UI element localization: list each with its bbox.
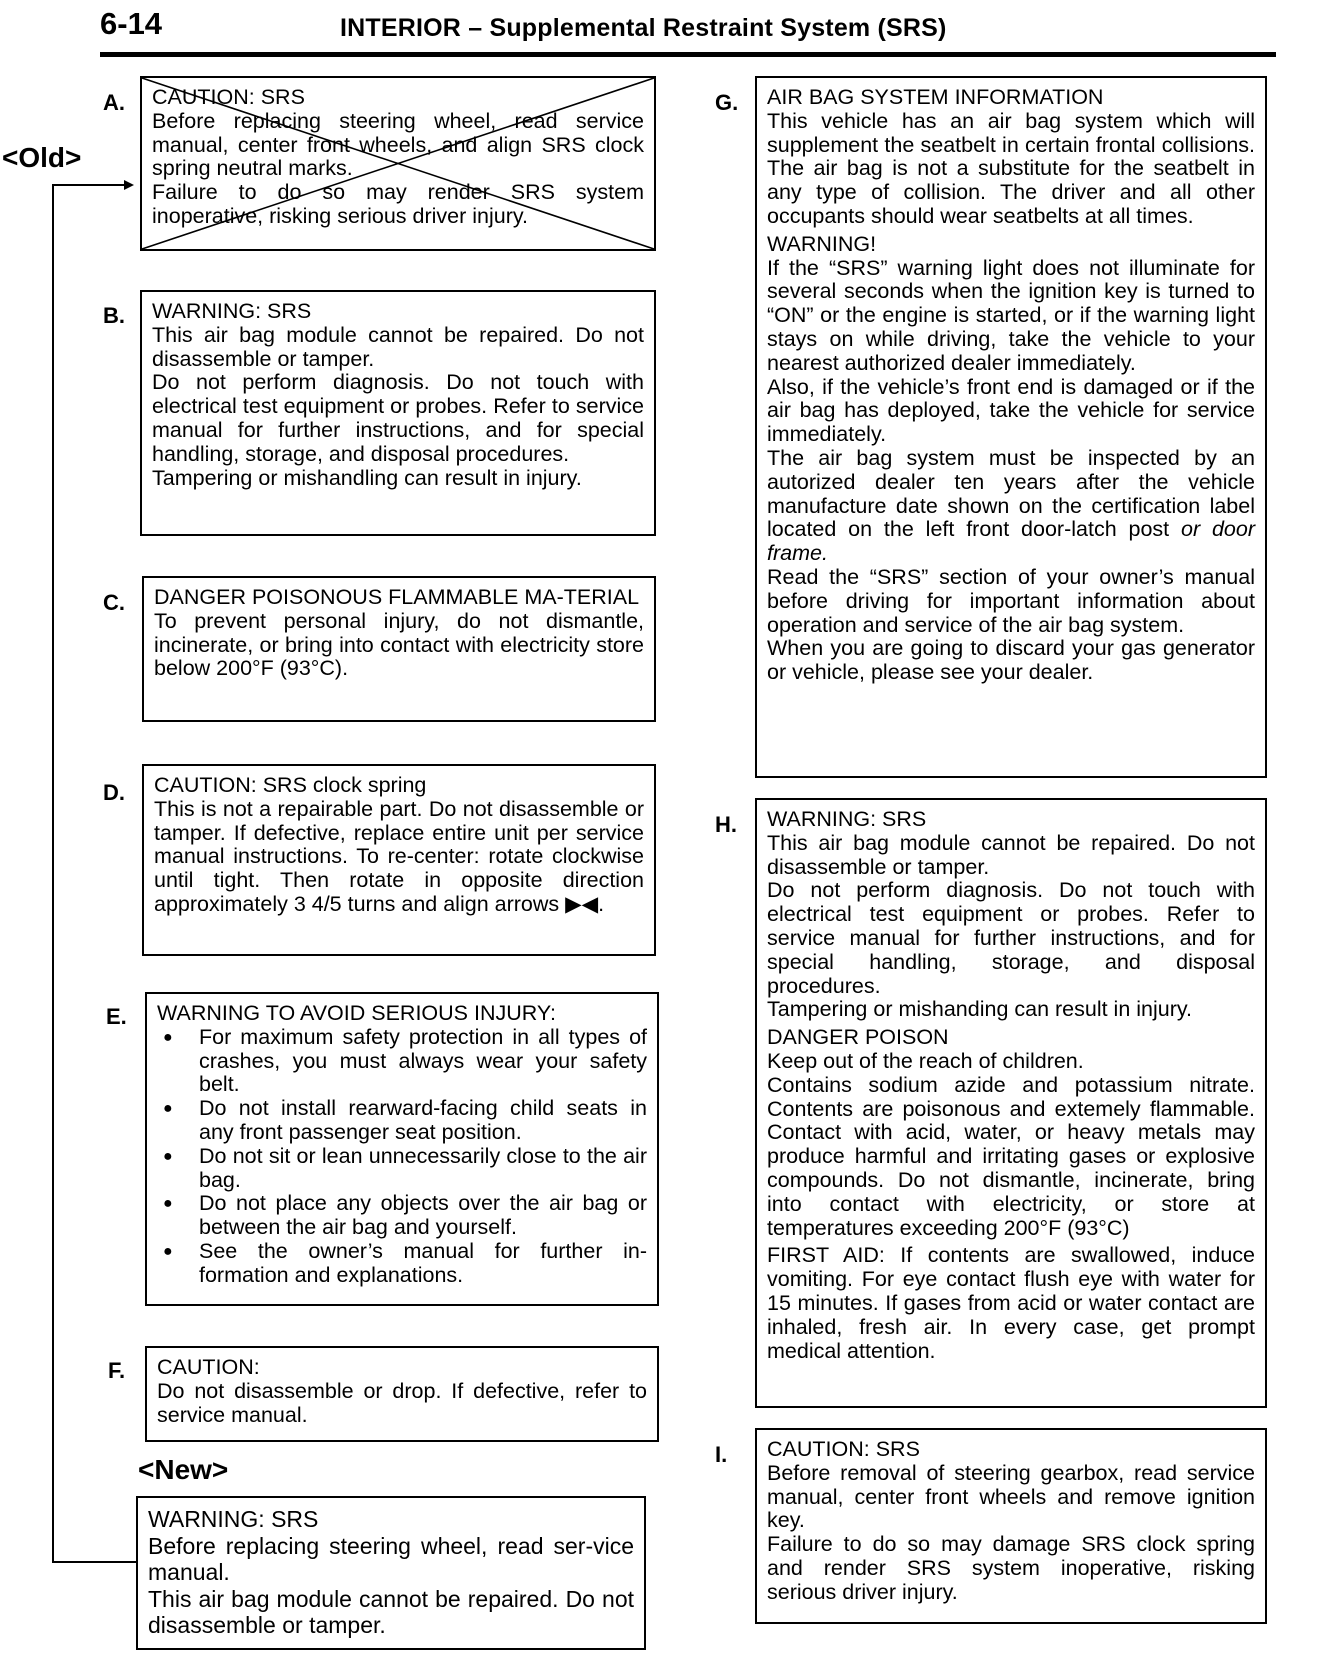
label-g-intro: This vehicle has an air bag system which will supplement the seatbelt in certain frontal collisions. The air bag is not a substitute for the seatbelt in any type of collision. The driver and all other occupants should wear seatbelts at all times. <box>767 108 1255 228</box>
label-a: A. <box>103 90 125 115</box>
label-d-line-1: This is not a repairable part. Do not disassemble or tamper. If defective, replace entire unit per service manual instructions. To re-center: rotate clockwise until tight. Then rotate in opposite direction approximately 3 4/5 turns and align arrows ▶◀. <box>154 796 644 916</box>
label-b: B. <box>103 303 125 328</box>
label-h-first-aid: FIRST AID: If contents are swallowed, induce vomiting. For eye contact flush eye with water for 15 minutes. If gases from acid or water contact are inhaled, fresh air. In every case, get prompt medical attention. <box>767 1243 1255 1363</box>
label-f: F. <box>108 1358 126 1383</box>
label-g-p1: If the “SRS” warning light does not illuminate for several seconds when the ignition key is turned to “ON” or the engine is started, or if the warning light stays on while driving, take the vehicle to your nearest authorized dealer immediately. <box>767 255 1255 375</box>
label-h-p1: This air bag module cannot be repaired. Do not disassemble or tamper. <box>767 830 1255 879</box>
label-h-title: WARNING: SRS <box>767 807 927 831</box>
new-label-box <box>136 1496 646 1650</box>
label-h-danger-title: DANGER POISON <box>767 1025 949 1050</box>
label-g-box <box>755 76 1267 778</box>
label-i-box <box>755 1428 1267 1624</box>
label-b-box <box>140 290 656 536</box>
new-tag: <New> <box>138 1454 229 1485</box>
label-g-p4: Read the “SRS” section of your owner’s manual before driving for important information about operation and service of the air bag system. <box>767 564 1255 637</box>
bullet-item: ● Do not install rearward-facing child seats in any front passenger seat position. <box>157 1097 647 1145</box>
label-g: G. <box>715 90 739 115</box>
label-h-p3: Tampering or mishanding can result in injury. <box>767 997 1193 1022</box>
label-e-box <box>145 992 659 1306</box>
new-label-title: WARNING: SRS <box>148 1506 319 1532</box>
label-i-p2: Failure to do so may damage SRS clock spring and render SRS system inoperative, risking serious driver injury. <box>767 1532 1255 1604</box>
label-h-p2: Do not perform diagnosis. Do not touch with electrical test equipment or probes. Refer to service manual for further instructions, and for special handling, storage, and disposal procedures. <box>767 878 1255 998</box>
label-e-title: WARNING TO AVOID SERIOUS INJURY: <box>157 1001 557 1025</box>
label-h-box <box>755 798 1267 1408</box>
label-c-line-1: To prevent personal injury, do not dismantle, incinerate, or bring into contact with electricity store below 200°F (93°C). <box>154 608 644 681</box>
connector-line <box>52 184 54 1563</box>
label-h: H. <box>715 812 737 837</box>
old-tag: <Old> <box>2 142 82 173</box>
bullet-item: ● See the owner’s manual for further in-formation and explanations. <box>157 1240 647 1288</box>
label-d: D. <box>103 780 125 805</box>
label-c-box <box>142 576 656 722</box>
label-a-line-1: Before replacing steering wheel, read service manual, center front wheels, and align SRS clock spring neutral marks. <box>152 108 644 181</box>
label-b-title: WARNING: SRS <box>152 299 312 323</box>
label-c: C. <box>103 590 125 615</box>
label-g-warning-title: WARNING! <box>767 231 877 256</box>
label-b-line-2: Do not perform diagnosis. Do not touch with electrical test equipment or probes. Refer to service manual for further instructions, and for special handling, storage, and disposal procedures. <box>152 370 644 466</box>
label-i-title: CAUTION: SRS <box>767 1437 920 1461</box>
label-b-line-3: Tampering or mishandling can result in injury. <box>152 465 582 490</box>
label-f-title: CAUTION: <box>157 1355 260 1379</box>
bullet-item: ● Do not place any objects over the air bag or between the air bag and yourself. <box>157 1192 647 1240</box>
label-g-title: AIR BAG SYSTEM INFORMATION <box>767 85 1104 109</box>
label-g-p3: The air bag system must be inspected by an autorized dealer ten years after the vehicle manufacture date shown on the certification label located on the left front door-latch post <box>767 445 1255 542</box>
label-c-title: DANGER POISONOUS FLAMMABLE MA-TERIAL <box>154 585 640 609</box>
label-h-d1: Keep out of the reach of children. <box>767 1048 1084 1073</box>
label-g-p3-italic: or door frame. <box>767 517 1256 566</box>
label-d-box <box>142 764 656 956</box>
label-g-p5: When you are going to discard your gas generator or vehicle, please see your dealer. <box>767 636 1255 685</box>
new-label-line-2: This air bag module cannot be repaired. Do not disassemble or tamper. <box>148 1585 634 1638</box>
connector-bottom <box>52 1561 136 1563</box>
label-e: E. <box>106 1004 127 1029</box>
label-f-box <box>145 1346 659 1442</box>
label-b-line-1: This air bag module cannot be repaired. Do not disassemble or tamper. <box>152 322 644 371</box>
bullet-item: ● Do not sit or lean unnecessarily close to the air bag. <box>157 1145 647 1193</box>
label-i-p1: Before removal of steering gearbox, read service manual, center front wheels and remove ignition key. <box>767 1460 1255 1533</box>
bullet-item: ● For maximum safety protection in all types of crashes, you must always wear your safety belt. <box>157 1026 647 1097</box>
label-h-d2: Contains sodium azide and potassium nitrate. Contents are poisonous and extemely flammable. Contact with acid, water, or heavy metals may produce harmful and irritating gases or explosive compounds. Do not dismantle, incinerate, bring into contact with electricity, or store at temperatures exceeding 200°F (93°C) <box>767 1072 1255 1240</box>
page-title: INTERIOR – Supplemental Restraint System (SRS) <box>340 14 947 42</box>
page-number: 6-14 <box>100 6 163 41</box>
label-f-line-1: Do not disassemble or drop. If defective, refer to service manual. <box>157 1378 647 1427</box>
new-label-line-1: Before replacing steering wheel, read ser-vice manual. <box>148 1532 634 1585</box>
label-i: I. <box>715 1442 728 1467</box>
label-e-bullets <box>157 1026 647 1288</box>
label-a-line-2: Failure to do so may render SRS system inoperative, risking serious driver injury. <box>152 180 644 228</box>
label-a-title: CAUTION: SRS <box>152 85 305 109</box>
label-g-p2: Also, if the vehicle’s front end is damaged or if the air bag has deployed, take the vehicle for service immediately. <box>767 374 1255 447</box>
label-d-title: CAUTION: SRS clock spring <box>154 773 427 797</box>
